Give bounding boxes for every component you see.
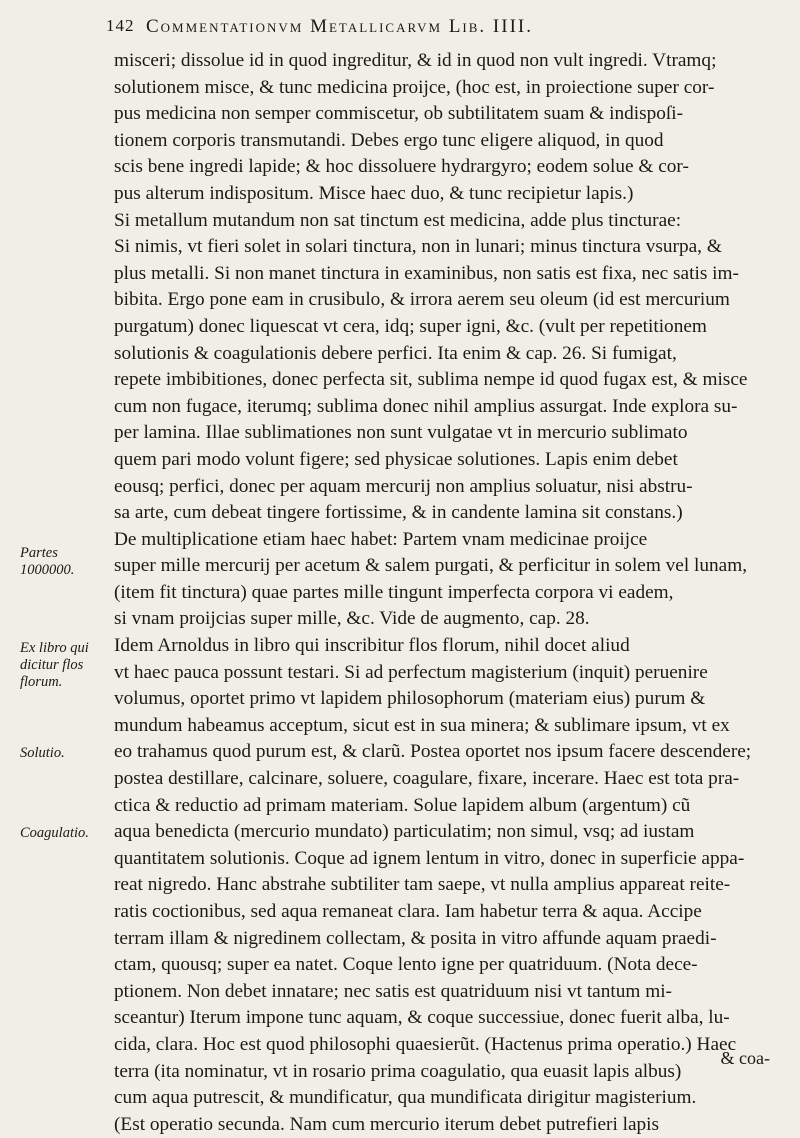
text-line: Si nimis, vt fieri solet in solari tinctura, non in lunari; minus tinctura vsurpa, & (114, 236, 722, 258)
text-line: cum non fugace, iterumq; sublima donec nihil amplius assurgat. Inde explora su- (114, 395, 738, 417)
text-line: scis bene ingredi lapide; & hoc dissoluere hydrargyro; eodem solue & cor- (114, 156, 689, 178)
text-line: aqua benedicta (mercurio mundato) particulatim; non simul, vsq; ad iustam (114, 821, 695, 843)
text-line: eousq; perfici, donec per aquam mercurij non amplius soluatur, nisi abstru- (114, 475, 693, 497)
margin-note-solutio: Solutio. (20, 745, 65, 761)
text-line: cum aqua putrescit, & mundificatur, qua mundificata dirigitur magisterium. (114, 1087, 697, 1109)
page-number: 142 (106, 16, 135, 35)
text-line: Si metallum mutandum non sat tinctum est medicina, adde plus tincturae: (114, 209, 682, 231)
margin-note-partes: Partes 1000000. (20, 545, 75, 578)
text-line: misceri; dissolue id in quod ingreditur, & id in quod non vult ingredi. Vtramq; (114, 50, 717, 71)
margin-note-flos-florum: Ex libro qui dicitur flos florum. (20, 640, 89, 690)
text-line: purgatum) donec liquescat vt cera, idq; super igni, &c. (vult per repetitionem (114, 315, 707, 337)
running-header (106, 16, 766, 40)
text-line: tionem corporis transmutandi. Debes ergo tunc eligere aliquod, in quod (114, 129, 664, 151)
text-line: plus metalli. Si non manet tinctura in examinibus, non satis est fixa, nec satis im- (114, 262, 739, 284)
text-line: (Est operatio secunda. Nam cum mercurio iterum debet putrefieri lapis (114, 1113, 660, 1135)
text-line: ptionem. Non debet innatare; nec satis est quatriduum nisi vt tantum mi- (114, 980, 672, 1002)
text-line: mundum habeamus acceptum, sicut est in sua minera; & sublimare ipsum, vt ex (114, 714, 730, 736)
text-line: terra (ita nominatur, vt in rosario prima coagulatio, qua euasit lapis albus) (114, 1060, 682, 1082)
text-line: si vnam proijcias super mille, &c. Vide de augmento, cap. 28. (114, 608, 590, 630)
text-line: postea destillare, calcinare, soluere, coagulare, fixare, incerare. Haec est tota pra- (114, 768, 740, 790)
text-line: pus medicina non semper commiscetur, ob subtilitatem suam & indispoſi- (114, 103, 684, 125)
text-line: (item fit tinctura) quae partes mille tingunt imperfecta corpora vi eadem, (114, 581, 674, 603)
text-line: repete imbibitiones, donec perfecta sit, sublima nempe id quod fugax est, & misce (114, 369, 748, 391)
catchword: & coa- (720, 1048, 770, 1068)
text-line: reat nigredo. Hanc abstrahe subtiliter tam saepe, vt nulla amplius appareat reite- (114, 874, 731, 896)
text-line: solutionis & coagulationis debere perfici. Ita enim & cap. 26. Si fumigat, (114, 342, 677, 364)
text-line: per lamina. Illae sublimationes non sunt vulgatae vt in mercurio sublimato (114, 422, 688, 444)
text-line: cida, clara. Hoc est quod philosophi quaesierũt. (Hactenus prima operatio.) Haec (114, 1033, 737, 1055)
text-line: eo trahamus quod purum est, & clarũ. Postea oportet nos ipsum facere descendere; (114, 741, 752, 763)
text-line: ratis coctionibus, sed aqua remaneat clara. Iam habetur terra & aqua. Accipe (114, 901, 702, 922)
text-line: pus alterum indispositum. Misce haec duo, & tunc recipietur lapis.) (114, 182, 634, 204)
text-line: bibita. Ergo pone eam in crusibulo, & irrora aerem seu oleum (id est mercurium (114, 289, 730, 311)
text-line: volumus, oportet primo vt lapidem philosophorum (materiam eius) purum & (114, 688, 706, 710)
text-line: solutionem misce, & tunc medicina proijce, (hoc est, in proiectione super cor- (114, 76, 715, 98)
text-line: super mille mercurij per acetum & salem purgati, & perficitur in solem vel lunam, (114, 555, 748, 577)
margin-note-coagulatio: Coagulatio. (20, 825, 89, 841)
text-line: Idem Arnoldus in libro qui inscribitur flos florum, nihil docet aliud (114, 635, 630, 657)
text-line: ctica & reductio ad primam materiam. Solue lapidem album (argentum) cũ (114, 794, 691, 816)
main-text (114, 48, 778, 1138)
text-line: quantitatem solutionis. Coque ad ignem lentum in vitro, donec in superficie appa- (114, 847, 745, 869)
text-line: terram illam & nigredinem collectam, & posita in vitro affunde aquam praedi- (114, 927, 717, 949)
text-line: vt haec pauca possunt testari. Si ad perfectum magisterium (inquit) peruenire (114, 661, 708, 683)
text-line: sceantur) Iterum impone tunc aquam, & coque successiue, donec fuerit alba, lu- (114, 1007, 730, 1029)
running-title: Commentationvm Metallicarvm Lib. IIII. (146, 16, 533, 37)
text-line: quem pari modo volunt figere; sed physicae solutiones. Lapis enim debet (114, 448, 678, 470)
text-line: sa arte, cum debeat tingere fortissime, & in candente lamina sit constans.) (114, 502, 683, 524)
text-line: De multiplicatione etiam haec habet: Partem vnam medicinae proijce (114, 528, 648, 550)
text-line: ctam, quousq; super ea natet. Coque lento igne per quatriduum. (Nota dece- (114, 954, 698, 976)
